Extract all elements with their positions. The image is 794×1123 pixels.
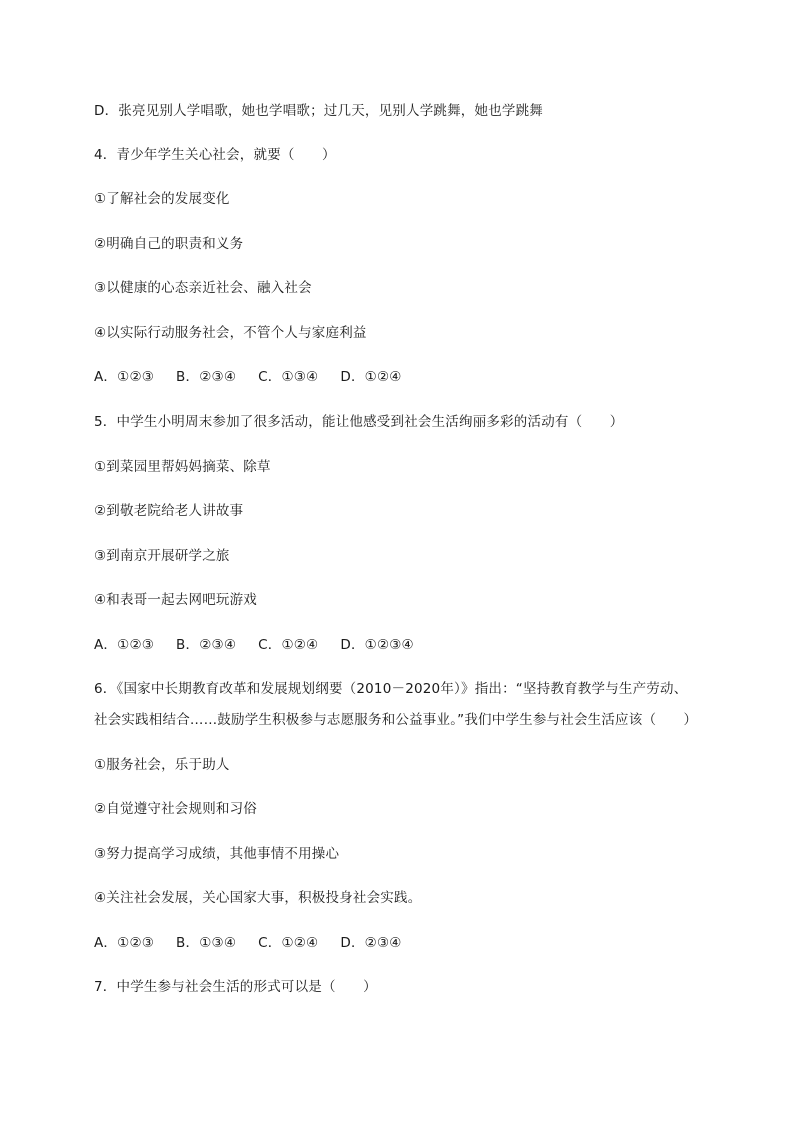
q4-statement-3: ③以健康的心态亲近社会、融入社会 [94,280,312,296]
q5-option-a: A．①②③ [94,637,155,653]
q6-stem-line-1: 6．《国家中长期教育改革和发展规划纲要（2010－2020年）》指出：“坚持教育教学与生产劳动、 [94,681,688,697]
q5-statement-2: ②到敬老院给老人讲故事 [94,503,244,519]
q6-option-b: B．①③④ [176,935,237,951]
q6-statement-1: ①服务社会，乐于助人 [94,757,230,773]
q6-statement-3: ③努力提高学习成绩，其他事情不用操心 [94,846,340,862]
q5-stem: 5．中学生小明周末参加了很多活动，能让他感受到社会生活绚丽多彩的活动有（ ） [94,414,624,430]
q5-option-c: C．①②④ [258,637,319,653]
q5-statement-4: ④和表哥一起去网吧玩游戏 [94,592,258,608]
q6-option-c: C．①②④ [258,935,319,951]
q4-option-d: D．①②④ [340,369,402,385]
q6-options [94,934,402,952]
q6-statement-4: ④关注社会发展，关心国家大事，积极投身社会实践。 [94,890,422,906]
q4-options [94,368,402,386]
q5-options [94,636,414,654]
q6-statement-2: ②自觉遵守社会规则和习俗 [94,801,258,817]
q5-statement-1: ①到菜园里帮妈妈摘菜、除草 [94,459,271,475]
q4-option-b: B．②③④ [176,369,237,385]
q5-option-b: B．②③④ [176,637,237,653]
q4-option-a: A．①②③ [94,369,155,385]
q3-option-d: D．张亮见别人学唱歌，她也学唱歌；过几天，见别人学跳舞，她也学跳舞 [94,103,543,119]
q6-stem-line-2: 社会实践相结合……鼓励学生积极参与志愿服务和公益事业。”我们中学生参与社会生活应该（ ） [94,712,698,728]
q4-statement-1: ①了解社会的发展变化 [94,191,230,207]
q4-statement-2: ②明确自己的职责和义务 [94,236,244,252]
q4-stem: 4．青少年学生关心社会，就要（ ） [94,147,336,163]
q6-option-d: D．②③④ [340,935,402,951]
q4-statement-4: ④以实际行动服务社会，不管个人与家庭利益 [94,325,367,341]
q4-option-c: C．①③④ [258,369,319,385]
q6-option-a: A．①②③ [94,935,155,951]
q5-option-d: D．①②③④ [340,637,414,653]
q5-statement-3: ③到南京开展研学之旅 [94,548,230,564]
q7-stem: 7．中学生参与社会生活的形式可以是（ ） [94,979,377,995]
